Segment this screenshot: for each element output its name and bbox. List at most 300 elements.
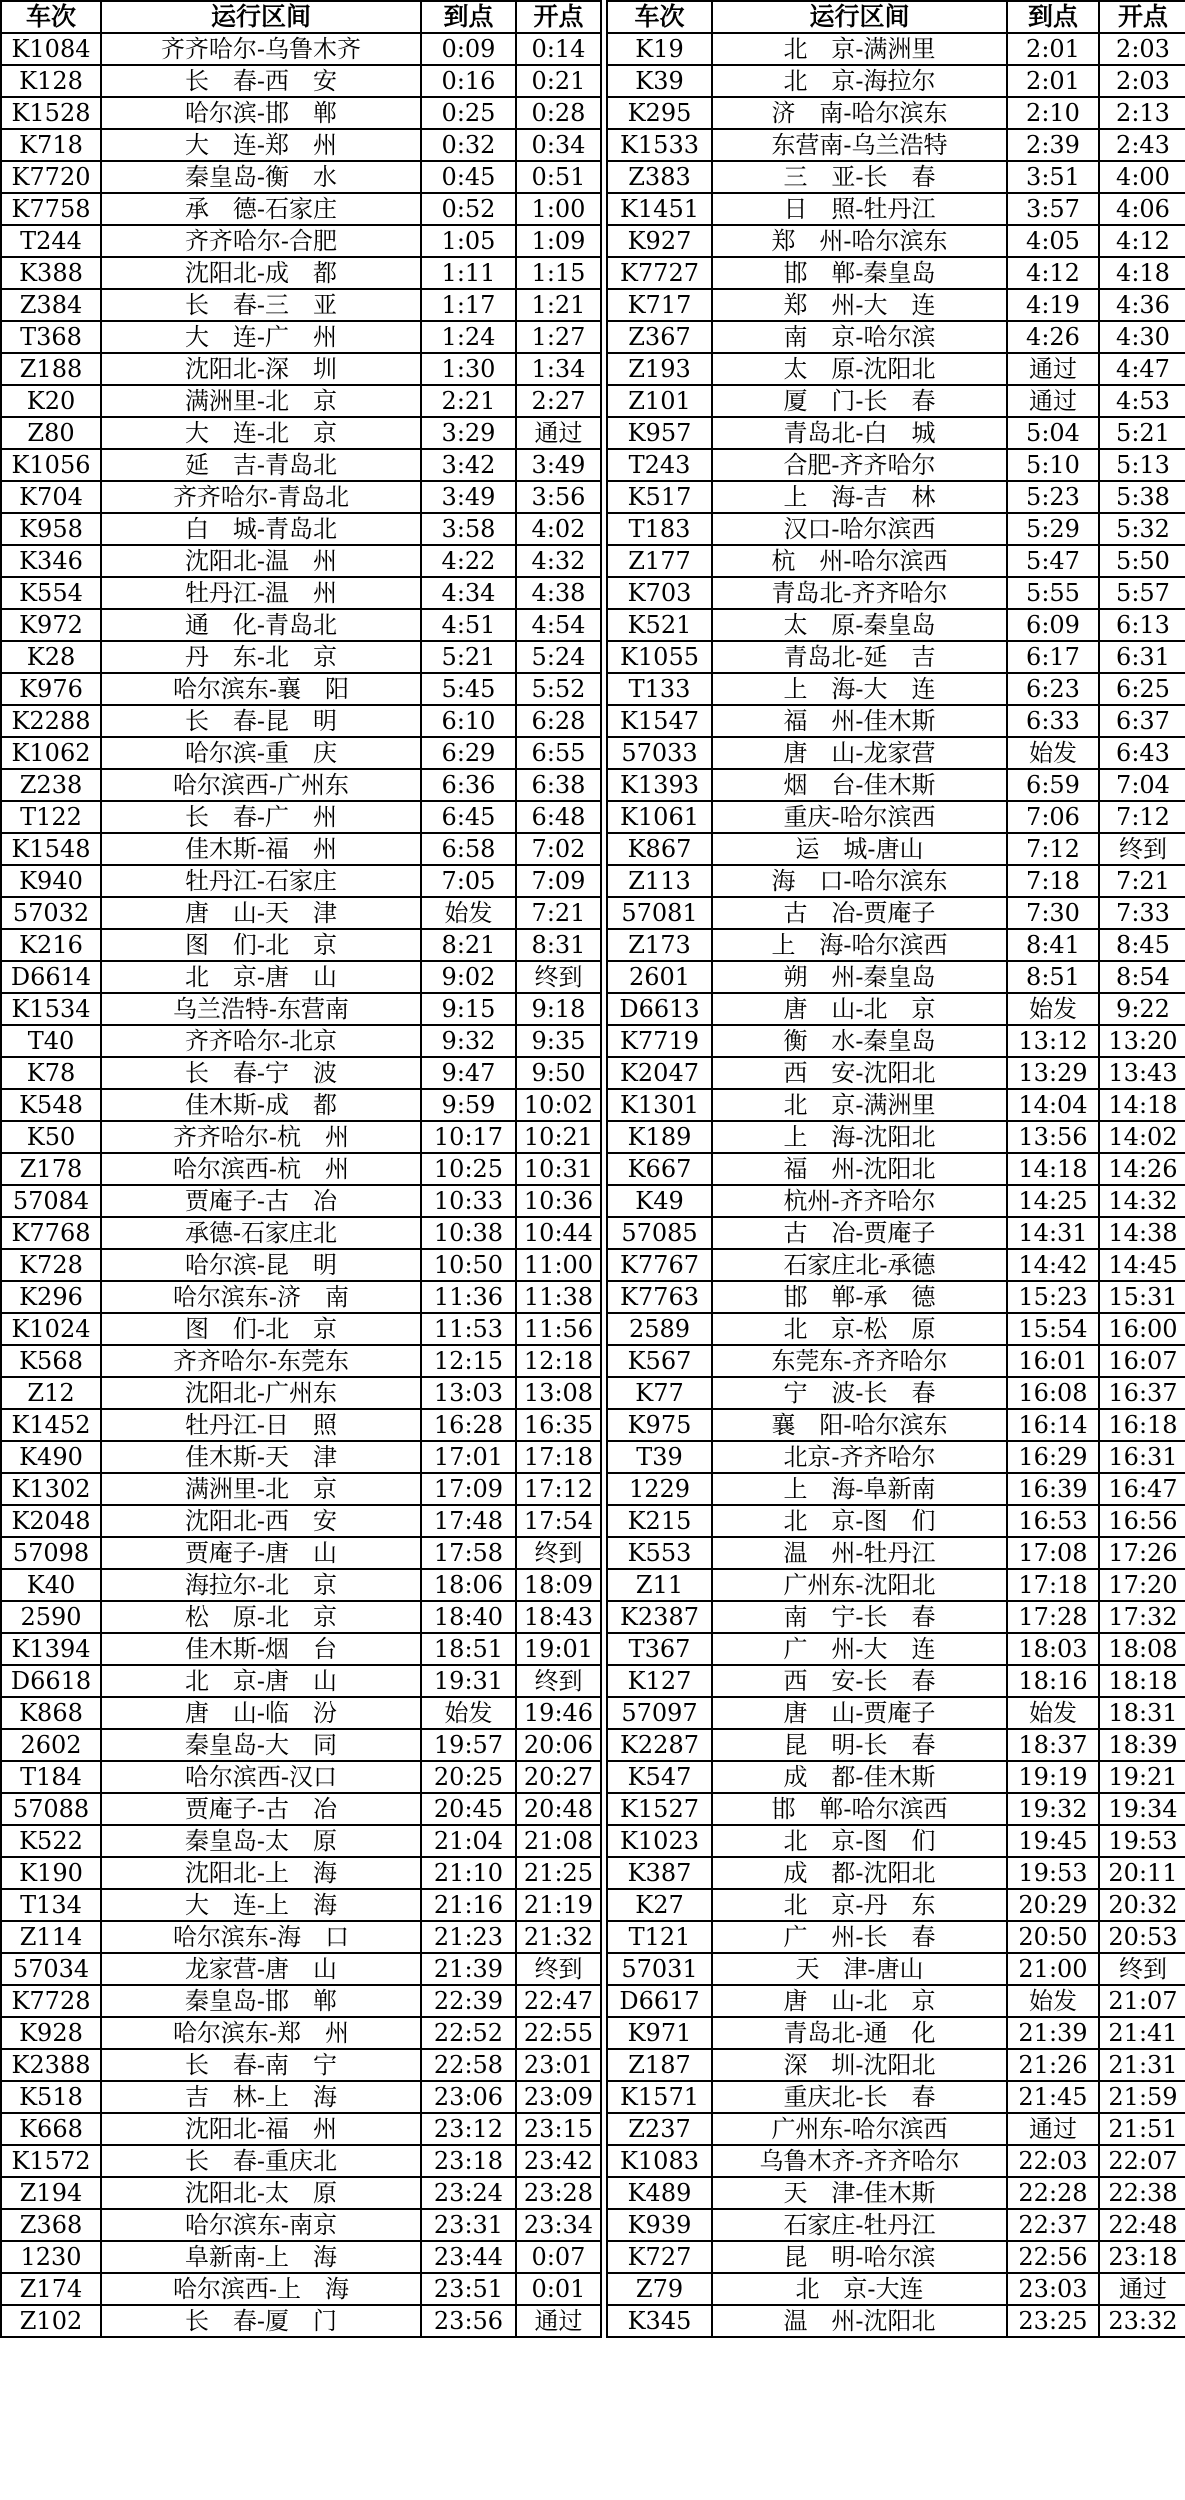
train-no-cell: Z114	[1, 1921, 101, 1953]
table-row	[1, 1377, 601, 1409]
train-no-cell: Z174	[1, 2273, 101, 2305]
route-cell: 沈阳北-太 原	[101, 2177, 421, 2209]
depart-cell: 4:00	[1099, 161, 1185, 193]
table-row	[1, 577, 601, 609]
header-depart: 开点	[516, 1, 601, 33]
arrive-cell: 17:28	[1007, 1601, 1099, 1633]
depart-cell: 14:02	[1099, 1121, 1185, 1153]
depart-cell: 14:38	[1099, 1217, 1185, 1249]
arrive-cell: 13:29	[1007, 1057, 1099, 1089]
table-row	[607, 705, 1185, 737]
depart-cell: 15:31	[1099, 1281, 1185, 1313]
train-no-cell: K554	[1, 577, 101, 609]
depart-cell: 通过	[516, 2305, 601, 2337]
train-no-cell: K2287	[607, 1729, 712, 1761]
route-cell: 杭州-齐齐哈尔	[712, 1185, 1007, 1217]
train-no-cell: Z113	[607, 865, 712, 897]
train-no-cell: 57097	[607, 1697, 712, 1729]
depart-cell: 9:50	[516, 1057, 601, 1089]
arrive-cell: 21:45	[1007, 2081, 1099, 2113]
table-row	[1, 289, 601, 321]
arrive-cell: 22:28	[1007, 2177, 1099, 2209]
table-row	[607, 1633, 1185, 1665]
depart-cell: 19:21	[1099, 1761, 1185, 1793]
table-row	[1, 1665, 601, 1697]
train-no-cell: Z194	[1, 2177, 101, 2209]
depart-cell: 16:00	[1099, 1313, 1185, 1345]
train-no-cell: K1548	[1, 833, 101, 865]
arrive-cell: 21:26	[1007, 2049, 1099, 2081]
route-cell: 贾庵子-唐 山	[101, 1537, 421, 1569]
depart-cell: 0:07	[516, 2241, 601, 2273]
route-cell: 秦皇岛-衡 水	[101, 161, 421, 193]
train-no-cell: D6618	[1, 1665, 101, 1697]
arrive-cell: 23:44	[421, 2241, 516, 2273]
table-row	[607, 1729, 1185, 1761]
train-no-cell: Z12	[1, 1377, 101, 1409]
depart-cell: 20:06	[516, 1729, 601, 1761]
arrive-cell: 22:03	[1007, 2145, 1099, 2177]
route-cell: 北 京-满洲里	[712, 1089, 1007, 1121]
arrive-cell: 17:08	[1007, 1537, 1099, 1569]
table-row	[1, 897, 601, 929]
arrive-cell: 始发	[1007, 1697, 1099, 1729]
train-no-cell: K2288	[1, 705, 101, 737]
train-no-cell: K7720	[1, 161, 101, 193]
depart-cell: 23:42	[516, 2145, 601, 2177]
depart-cell: 20:27	[516, 1761, 601, 1793]
train-no-cell: K1571	[607, 2081, 712, 2113]
depart-cell: 17:18	[516, 1441, 601, 1473]
train-no-cell: K490	[1, 1441, 101, 1473]
arrive-cell: 通过	[1007, 353, 1099, 385]
table-row	[1, 1281, 601, 1313]
train-no-cell: K1024	[1, 1313, 101, 1345]
table-row	[607, 2017, 1185, 2049]
route-cell: 齐齐哈尔-青岛北	[101, 481, 421, 513]
train-no-cell: K50	[1, 1121, 101, 1153]
train-no-cell: K7767	[607, 1249, 712, 1281]
arrive-cell: 5:21	[421, 641, 516, 673]
depart-cell: 17:32	[1099, 1601, 1185, 1633]
route-cell: 宁 波-长 春	[712, 1377, 1007, 1409]
depart-cell: 7:02	[516, 833, 601, 865]
train-no-cell: K1393	[607, 769, 712, 801]
train-no-cell: Z79	[607, 2273, 712, 2305]
train-no-cell: K1452	[1, 1409, 101, 1441]
table-row	[607, 2177, 1185, 2209]
depart-cell: 16:35	[516, 1409, 601, 1441]
arrive-cell: 0:09	[421, 33, 516, 65]
train-no-cell: K517	[607, 481, 712, 513]
route-cell: 承 德-石家庄	[101, 193, 421, 225]
table-row	[607, 513, 1185, 545]
table-row	[1, 1857, 601, 1889]
train-no-cell: K1083	[607, 2145, 712, 2177]
depart-cell: 终到	[516, 1665, 601, 1697]
train-no-cell: K49	[607, 1185, 712, 1217]
depart-cell: 7:21	[1099, 865, 1185, 897]
arrive-cell: 2:01	[1007, 65, 1099, 97]
arrive-cell: 11:53	[421, 1313, 516, 1345]
route-cell: 邯 郸-秦皇岛	[712, 257, 1007, 289]
table-row	[1, 705, 601, 737]
route-cell: 贾庵子-古 冶	[101, 1185, 421, 1217]
arrive-cell: 始发	[421, 1697, 516, 1729]
arrive-cell: 0:45	[421, 161, 516, 193]
arrive-cell: 22:58	[421, 2049, 516, 2081]
route-cell: 沈阳北-温 州	[101, 545, 421, 577]
table-row	[607, 1153, 1185, 1185]
train-no-cell: K39	[607, 65, 712, 97]
train-no-cell: K40	[1, 1569, 101, 1601]
depart-cell: 14:45	[1099, 1249, 1185, 1281]
depart-cell: 11:56	[516, 1313, 601, 1345]
table-row	[607, 1601, 1185, 1633]
header-arrive: 到点	[421, 1, 516, 33]
table-row	[607, 2113, 1185, 2145]
table-row	[607, 161, 1185, 193]
arrive-cell: 9:15	[421, 993, 516, 1025]
table-row	[607, 2305, 1185, 2337]
route-cell: 长 春-广 州	[101, 801, 421, 833]
arrive-cell: 通过	[1007, 2113, 1099, 2145]
depart-cell: 9:35	[516, 1025, 601, 1057]
arrive-cell: 0:32	[421, 129, 516, 161]
route-cell: 北 京-松 原	[712, 1313, 1007, 1345]
train-no-cell: K975	[607, 1409, 712, 1441]
train-no-cell: K296	[1, 1281, 101, 1313]
depart-cell: 终到	[516, 1537, 601, 1569]
route-cell: 北 京-图 们	[712, 1505, 1007, 1537]
table-row	[607, 1569, 1185, 1601]
train-no-cell: Z177	[607, 545, 712, 577]
train-no-cell: 2602	[1, 1729, 101, 1761]
depart-cell: 16:47	[1099, 1473, 1185, 1505]
header-train-no: 车次	[607, 1, 712, 33]
depart-cell: 21:32	[516, 1921, 601, 1953]
route-cell: 齐齐哈尔-合肥	[101, 225, 421, 257]
train-no-cell: 57032	[1, 897, 101, 929]
depart-cell: 23:01	[516, 2049, 601, 2081]
route-cell: 福 州-佳木斯	[712, 705, 1007, 737]
route-cell: 南 宁-长 春	[712, 1601, 1007, 1633]
arrive-cell: 21:16	[421, 1889, 516, 1921]
train-no-cell: K7727	[607, 257, 712, 289]
arrive-cell: 20:29	[1007, 1889, 1099, 1921]
depart-cell: 1:09	[516, 225, 601, 257]
arrive-cell: 20:25	[421, 1761, 516, 1793]
train-no-cell: K704	[1, 481, 101, 513]
route-cell: 吉 林-上 海	[101, 2081, 421, 2113]
route-cell: 哈尔滨东-南京	[101, 2209, 421, 2241]
arrive-cell: 7:06	[1007, 801, 1099, 833]
depart-cell: 6:31	[1099, 641, 1185, 673]
depart-cell: 18:08	[1099, 1633, 1185, 1665]
train-no-cell: K78	[1, 1057, 101, 1089]
route-cell: 哈尔滨东-济 南	[101, 1281, 421, 1313]
arrive-cell: 22:56	[1007, 2241, 1099, 2273]
train-no-cell: K867	[607, 833, 712, 865]
route-cell: 襄 阳-哈尔滨东	[712, 1409, 1007, 1441]
route-cell: 唐 山-临 汾	[101, 1697, 421, 1729]
depart-cell: 18:39	[1099, 1729, 1185, 1761]
depart-cell: 5:38	[1099, 481, 1185, 513]
table-row	[1, 1249, 601, 1281]
arrive-cell: 15:23	[1007, 1281, 1099, 1313]
depart-cell: 10:36	[516, 1185, 601, 1217]
route-cell: 日 照-牡丹江	[712, 193, 1007, 225]
arrive-cell: 21:04	[421, 1825, 516, 1857]
train-no-cell: K20	[1, 385, 101, 417]
train-no-cell: K387	[607, 1857, 712, 1889]
arrive-cell: 3:51	[1007, 161, 1099, 193]
arrive-cell: 16:01	[1007, 1345, 1099, 1377]
train-no-cell: K668	[1, 2113, 101, 2145]
table-row	[607, 417, 1185, 449]
route-cell: 沈阳北-广州东	[101, 1377, 421, 1409]
route-cell: 长 春-昆 明	[101, 705, 421, 737]
train-no-cell: K1527	[607, 1793, 712, 1825]
table-row	[1, 2049, 601, 2081]
depart-cell: 13:43	[1099, 1057, 1185, 1089]
depart-cell: 4:18	[1099, 257, 1185, 289]
depart-cell: 1:21	[516, 289, 601, 321]
train-no-cell: K1572	[1, 2145, 101, 2177]
header-train-no: 车次	[1, 1, 101, 33]
arrive-cell: 5:10	[1007, 449, 1099, 481]
route-cell: 齐齐哈尔-乌鲁木齐	[101, 33, 421, 65]
arrive-cell: 21:10	[421, 1857, 516, 1889]
train-no-cell: K728	[1, 1249, 101, 1281]
route-cell: 乌鲁木齐-齐齐哈尔	[712, 2145, 1007, 2177]
train-no-cell: 57034	[1, 1953, 101, 1985]
route-cell: 佳木斯-福 州	[101, 833, 421, 865]
depart-cell: 18:31	[1099, 1697, 1185, 1729]
route-cell: 古 冶-贾庵子	[712, 1217, 1007, 1249]
route-cell: 满洲里-北 京	[101, 1473, 421, 1505]
route-cell: 哈尔滨西-上 海	[101, 2273, 421, 2305]
table-row	[1, 1345, 601, 1377]
route-cell: 合肥-齐齐哈尔	[712, 449, 1007, 481]
depart-cell: 8:31	[516, 929, 601, 961]
table-row	[607, 1665, 1185, 1697]
table-row	[1, 2113, 601, 2145]
arrive-cell: 16:29	[1007, 1441, 1099, 1473]
arrive-cell: 4:34	[421, 577, 516, 609]
train-no-cell: K7763	[607, 1281, 712, 1313]
train-no-cell: K868	[1, 1697, 101, 1729]
table-row	[1, 961, 601, 993]
depart-cell: 终到	[516, 961, 601, 993]
depart-cell: 1:27	[516, 321, 601, 353]
route-cell: 唐 山-北 京	[712, 1985, 1007, 2017]
route-cell: 丹 东-北 京	[101, 641, 421, 673]
route-cell: 重庆北-长 春	[712, 2081, 1007, 2113]
table-row	[1, 1793, 601, 1825]
arrive-cell: 2:39	[1007, 129, 1099, 161]
depart-cell: 10:02	[516, 1089, 601, 1121]
train-no-cell: 57081	[607, 897, 712, 929]
route-cell: 广 州-大 连	[712, 1633, 1007, 1665]
arrive-cell: 0:16	[421, 65, 516, 97]
route-cell: 唐 山-贾庵子	[712, 1697, 1007, 1729]
train-no-cell: K128	[1, 65, 101, 97]
train-no-cell: K190	[1, 1857, 101, 1889]
depart-cell: 19:46	[516, 1697, 601, 1729]
train-no-cell: K703	[607, 577, 712, 609]
route-cell: 长 春-厦 门	[101, 2305, 421, 2337]
route-cell: 海拉尔-北 京	[101, 1569, 421, 1601]
train-no-cell: K2388	[1, 2049, 101, 2081]
table-row	[1, 1121, 601, 1153]
depart-cell: 22:48	[1099, 2209, 1185, 2241]
depart-cell: 6:38	[516, 769, 601, 801]
train-no-cell: K77	[607, 1377, 712, 1409]
depart-cell: 3:49	[516, 449, 601, 481]
route-cell: 上 海-大 连	[712, 673, 1007, 705]
route-cell: 贾庵子-古 冶	[101, 1793, 421, 1825]
route-cell: 汉口-哈尔滨西	[712, 513, 1007, 545]
depart-cell: 4:32	[516, 545, 601, 577]
route-cell: 哈尔滨-重 庆	[101, 737, 421, 769]
route-cell: 沈阳北-成 都	[101, 257, 421, 289]
depart-cell: 6:43	[1099, 737, 1185, 769]
train-no-cell: T122	[1, 801, 101, 833]
arrive-cell: 16:28	[421, 1409, 516, 1441]
table-row	[607, 609, 1185, 641]
table-row	[607, 769, 1185, 801]
table-row	[607, 2241, 1185, 2273]
route-cell: 龙家营-唐 山	[101, 1953, 421, 1985]
table-row	[1, 769, 601, 801]
route-cell: 阜新南-上 海	[101, 2241, 421, 2273]
route-cell: 广 州-长 春	[712, 1921, 1007, 1953]
arrive-cell: 19:57	[421, 1729, 516, 1761]
depart-cell: 终到	[516, 1953, 601, 1985]
header-depart: 开点	[1099, 1, 1185, 33]
table-row	[1, 129, 601, 161]
table-row	[1, 609, 601, 641]
depart-cell: 23:09	[516, 2081, 601, 2113]
arrive-cell: 14:18	[1007, 1153, 1099, 1185]
train-no-cell: K972	[1, 609, 101, 641]
train-no-cell: K127	[607, 1665, 712, 1697]
route-cell: 唐 山-龙家营	[712, 737, 1007, 769]
arrive-cell: 21:39	[1007, 2017, 1099, 2049]
train-no-cell: K547	[607, 1761, 712, 1793]
depart-cell: 21:25	[516, 1857, 601, 1889]
train-no-cell: T368	[1, 321, 101, 353]
arrive-cell: 19:32	[1007, 1793, 1099, 1825]
arrive-cell: 4:51	[421, 609, 516, 641]
train-no-cell: K1451	[607, 193, 712, 225]
depart-cell: 21:19	[516, 1889, 601, 1921]
route-cell: 北 京-唐 山	[101, 961, 421, 993]
arrive-cell: 1:11	[421, 257, 516, 289]
train-no-cell: K1023	[607, 1825, 712, 1857]
train-no-cell: K976	[1, 673, 101, 705]
table-row	[607, 1825, 1185, 1857]
table-row	[607, 737, 1185, 769]
route-cell: 郑 州-哈尔滨东	[712, 225, 1007, 257]
route-cell: 北 京-图 们	[712, 1825, 1007, 1857]
train-no-cell: 57085	[607, 1217, 712, 1249]
train-no-cell: K27	[607, 1889, 712, 1921]
train-no-cell: 57031	[607, 1953, 712, 1985]
depart-cell: 7:04	[1099, 769, 1185, 801]
train-no-cell: 1229	[607, 1473, 712, 1505]
table-row	[1, 2305, 601, 2337]
arrive-cell: 21:00	[1007, 1953, 1099, 1985]
route-cell: 佳木斯-成 都	[101, 1089, 421, 1121]
route-cell: 哈尔滨西-杭 州	[101, 1153, 421, 1185]
route-cell: 邯 郸-哈尔滨西	[712, 1793, 1007, 1825]
route-cell: 唐 山-北 京	[712, 993, 1007, 1025]
train-no-cell: K1061	[607, 801, 712, 833]
depart-cell: 21:41	[1099, 2017, 1185, 2049]
route-cell: 深 圳-沈阳北	[712, 2049, 1007, 2081]
table-row	[607, 1473, 1185, 1505]
train-no-cell: K667	[607, 1153, 712, 1185]
train-no-cell: 57088	[1, 1793, 101, 1825]
depart-cell: 16:07	[1099, 1345, 1185, 1377]
depart-cell: 10:31	[516, 1153, 601, 1185]
train-no-cell: T134	[1, 1889, 101, 1921]
table-row	[1, 641, 601, 673]
route-cell: 青岛北-齐齐哈尔	[712, 577, 1007, 609]
table-row	[1, 2145, 601, 2177]
arrive-cell: 8:51	[1007, 961, 1099, 993]
arrive-cell: 3:58	[421, 513, 516, 545]
table-row	[607, 1217, 1185, 1249]
train-no-cell: K7758	[1, 193, 101, 225]
arrive-cell: 4:26	[1007, 321, 1099, 353]
table-row	[607, 1953, 1185, 1985]
depart-cell: 通过	[1099, 2273, 1185, 2305]
table-row	[1, 97, 601, 129]
table-row	[607, 257, 1185, 289]
arrive-cell: 4:12	[1007, 257, 1099, 289]
train-no-cell: K388	[1, 257, 101, 289]
route-cell: 重庆-哈尔滨西	[712, 801, 1007, 833]
arrive-cell: 10:50	[421, 1249, 516, 1281]
depart-cell: 3:56	[516, 481, 601, 513]
arrive-cell: 4:22	[421, 545, 516, 577]
depart-cell: 5:32	[1099, 513, 1185, 545]
train-no-cell: Z11	[607, 1569, 712, 1601]
depart-cell: 23:18	[1099, 2241, 1185, 2273]
table-row	[607, 1793, 1185, 1825]
arrive-cell: 1:24	[421, 321, 516, 353]
depart-cell: 5:52	[516, 673, 601, 705]
depart-cell: 14:26	[1099, 1153, 1185, 1185]
table-row	[1, 2241, 601, 2273]
train-no-cell: T243	[607, 449, 712, 481]
arrive-cell: 8:21	[421, 929, 516, 961]
table-row	[1, 1633, 601, 1665]
arrive-cell: 8:41	[1007, 929, 1099, 961]
depart-cell: 6:13	[1099, 609, 1185, 641]
depart-cell: 1:15	[516, 257, 601, 289]
table-row	[1, 1697, 601, 1729]
arrive-cell: 6:17	[1007, 641, 1099, 673]
table-row	[1, 673, 601, 705]
route-cell: 长 春-南 宁	[101, 2049, 421, 2081]
depart-cell: 19:01	[516, 1633, 601, 1665]
route-cell: 牡丹江-石家庄	[101, 865, 421, 897]
train-no-cell: K2048	[1, 1505, 101, 1537]
